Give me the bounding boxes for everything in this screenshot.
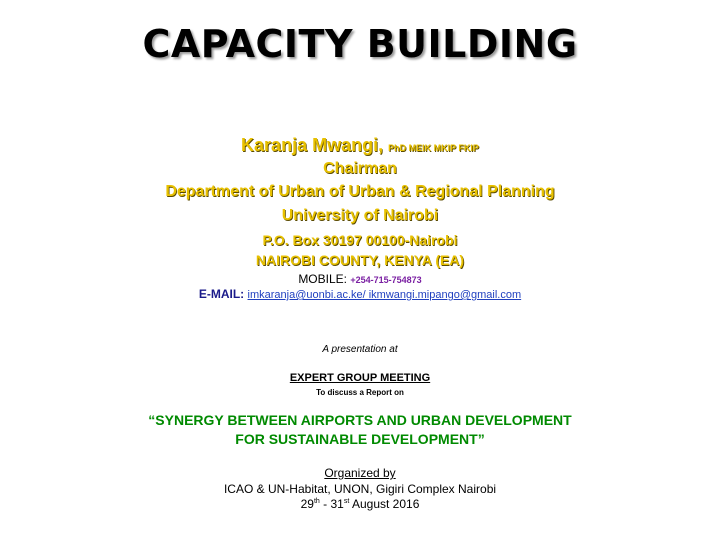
email-label: E-MAIL: <box>198 287 245 301</box>
author-role: Chairman <box>323 160 397 177</box>
presentation-at: A presentation at <box>322 344 398 355</box>
meeting-subtitle: To discuss a Report on <box>316 388 404 397</box>
email-line <box>0 287 720 301</box>
author-name: Karanja Mwangi, <box>241 135 384 155</box>
end-day: 31 <box>330 497 344 511</box>
month-year: August 2016 <box>349 497 420 511</box>
start-suffix: th <box>313 498 320 505</box>
author-credentials: PhD MEIK MKIP FKIP <box>388 143 479 153</box>
author-county: NAIROBI COUNTY, KENYA (EA) <box>255 252 465 268</box>
end-suffix: st <box>343 498 350 505</box>
date-separator: - <box>319 497 331 511</box>
author-po-box: P.O. Box 30197 00100-Nairobi <box>262 232 458 248</box>
organized-by: Organized by <box>324 466 396 480</box>
slide-title: CAPACITY BUILDING <box>142 22 578 66</box>
mobile-label: MOBILE: <box>298 272 347 286</box>
mobile-line <box>0 272 720 286</box>
author-name-line <box>0 135 720 156</box>
meeting-title: EXPERT GROUP MEETING <box>289 372 431 384</box>
start-day: 29 <box>300 497 314 511</box>
email-link[interactable]: imkaranja@uonbi.ac.ke/ ikmwangi.mipango@gmail.com <box>247 289 522 301</box>
author-university: University of Nairobi <box>281 207 439 224</box>
report-title-line-1: “SYNERGY BETWEEN AIRPORTS AND URBAN DEVELOPMENT <box>148 412 572 428</box>
report-title <box>0 411 720 449</box>
mobile-number: +254-715-754873 <box>350 275 422 285</box>
report-title-line-2: FOR SUSTAINABLE DEVELOPMENT” <box>235 431 485 447</box>
author-department: Department of Urban of Urban & Regional Planning <box>165 183 555 200</box>
event-dates <box>0 497 720 511</box>
organizers: ICAO & UN-Habitat, UNON, Gigiri Complex Nairobi <box>223 482 497 496</box>
